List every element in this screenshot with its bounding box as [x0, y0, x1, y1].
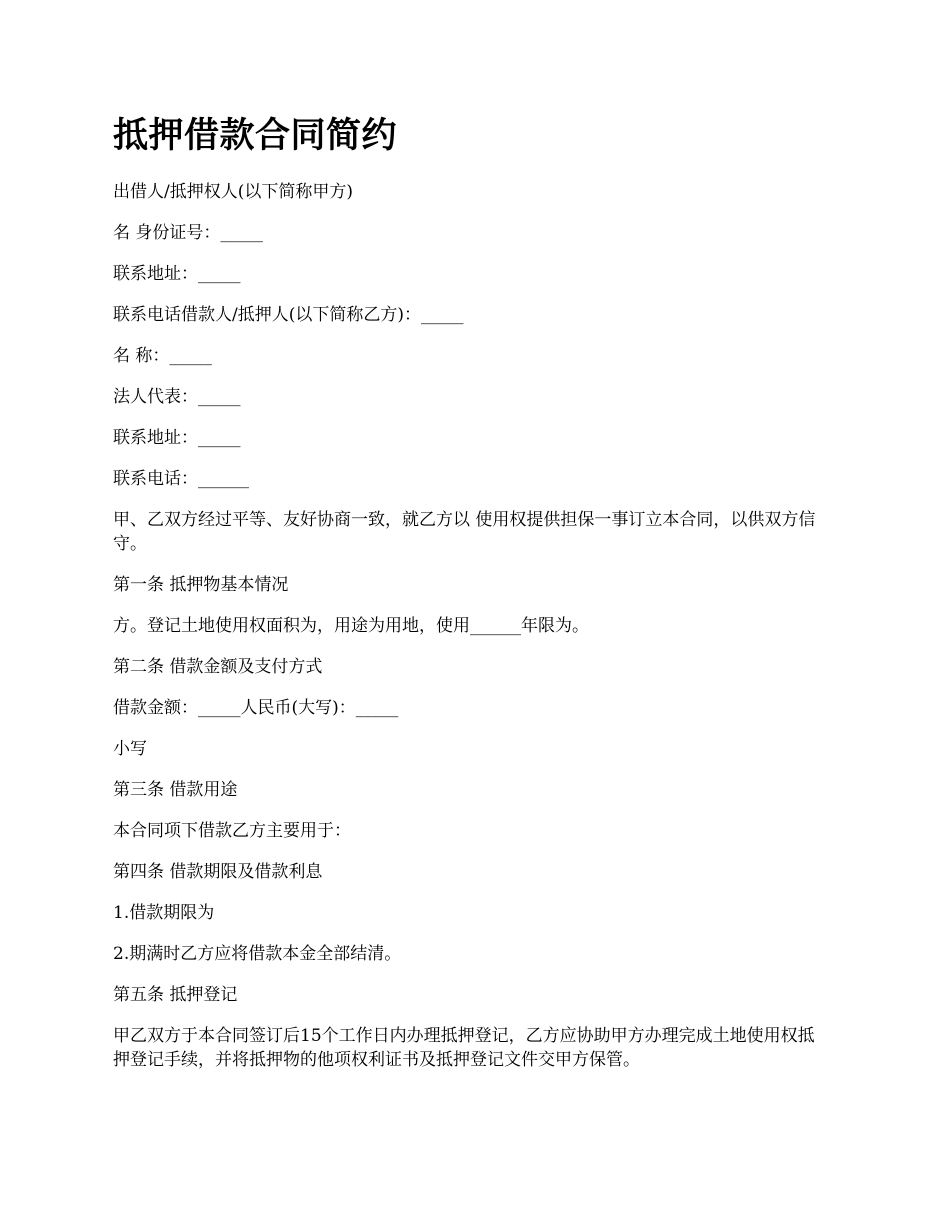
paragraph-borrower-name: 名 称：_____	[113, 346, 212, 366]
article-4-heading: 第四条 借款期限及借款利息	[113, 862, 323, 882]
paragraph-preamble: 甲、乙双方经过平等、友好协商一致，就乙方以 使用权提供担保一事订立本合同，以供双方信守。	[113, 510, 816, 554]
article-2-heading: 第二条 借款金额及支付方式	[113, 657, 323, 677]
paragraph-legal-rep: 法人代表：_____	[113, 387, 241, 407]
document-page	[113, 113, 831, 1089]
paragraph-lender-id: 名 身份证号：_____	[113, 223, 263, 243]
paragraph-borrower-address: 联系地址：_____	[113, 428, 241, 448]
paragraph-lender-address: 联系地址：_____	[113, 264, 241, 284]
article-4-item-1: 1.借款期限为	[113, 903, 215, 923]
article-3-heading: 第三条 借款用途	[113, 780, 238, 800]
article-1-heading: 第一条 抵押物基本情况	[113, 575, 289, 595]
article-5-body: 甲乙双方于本合同签订后15个工作日内办理抵押登记，乙方应协助甲方办理完成土地使用权抵押登记手续，并将抵押物的他项权利证书及抵押登记文件交甲方保管。	[113, 1026, 815, 1070]
paragraph-borrower-phone: 联系电话：______	[113, 469, 249, 489]
article-2-amount: 借款金额：_____人民币(大写)：_____	[113, 698, 399, 718]
document-title: 抵押借款合同简约	[113, 116, 398, 156]
paragraph-borrower: 联系电话借款人/抵押人(以下简称乙方)：_____	[113, 305, 464, 325]
article-1-body: 方。登记土地使用权面积为，用途为用地，使用______年限为。	[113, 616, 589, 636]
article-2-lowercase: 小写	[113, 739, 147, 759]
article-4-item-2: 2.期满时乙方应将借款本金全部结清。	[113, 944, 402, 964]
paragraph-lender: 出借人/抵押权人(以下简称甲方)	[113, 182, 353, 202]
article-5-heading: 第五条 抵押登记	[113, 985, 238, 1005]
article-3-body: 本合同项下借款乙方主要用于：	[113, 821, 351, 841]
